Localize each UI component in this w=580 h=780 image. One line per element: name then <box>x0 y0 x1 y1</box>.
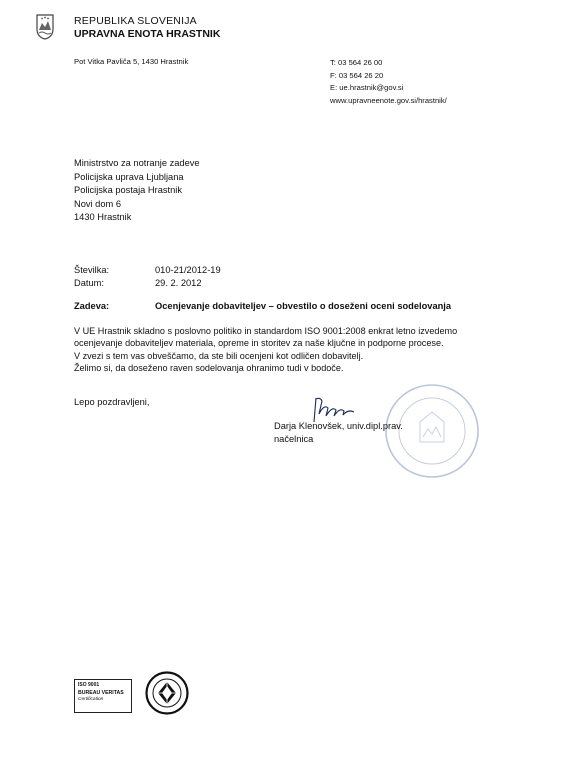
letterhead <box>74 15 220 40</box>
recipient-line: Ministrstvo za notranje zadeve <box>74 158 200 168</box>
phone-line: T: 03 564 26 00 <box>330 58 383 67</box>
reference-block <box>74 264 221 289</box>
country-name: REPUBLIKA SLOVENIJA <box>74 15 197 27</box>
bureau-veritas-logo <box>142 671 192 715</box>
certification-name: BUREAU VERITAS <box>78 690 124 696</box>
signer-title: načelnica <box>274 434 314 444</box>
letter-body <box>74 325 514 375</box>
closing-greeting: Lepo pozdravljeni, <box>74 397 150 407</box>
organization-name: UPRAVNA ENOTA HRASTNIK <box>74 28 221 40</box>
reference-number-value: 010-21/2012-19 <box>155 265 221 275</box>
date-label: Datum: <box>74 277 104 288</box>
recipient-line: 1430 Hrastnik <box>74 212 132 223</box>
body-line: Želimo si, da doseženo raven sodelovanja ohranimo tudi v bodoče. <box>74 363 344 374</box>
body-line: ocenjevanje dobaviteljev materiala, opreme in storitev za naše ključne in podporne procese. <box>74 338 444 349</box>
subject-text: Ocenjevanje dobaviteljev – obvestilo o doseženi oceni sodelovanja <box>155 301 452 311</box>
reference-number-row <box>74 264 221 277</box>
website-line: www.upravneenote.gov.si/hrastnik/ <box>330 95 447 105</box>
signer-block <box>274 420 403 446</box>
fax-line: F: 03 564 26 20 <box>330 70 384 80</box>
contact-block <box>330 57 447 107</box>
coat-of-arms-icon <box>36 14 54 40</box>
date-value: 29. 2. 2012 <box>155 277 202 288</box>
reference-number-label: Številka: <box>74 265 110 275</box>
certification-subtitle: Certification <box>78 697 104 702</box>
recipient-line: Policijska postaja Hrastnik <box>74 185 182 196</box>
sender-address: Pot Vitka Pavliča 5, 1430 Hrastnik <box>74 57 189 66</box>
signer-name: Darja Klenovšek, univ.dipl.prav. <box>274 421 403 431</box>
date-row <box>74 277 221 290</box>
body-line: V zvezi s tem vas obveščamo, da ste bili ocenjeni kot odličen dobavitelj. <box>74 350 364 361</box>
certification-standard: ISO 9001 <box>78 682 100 688</box>
recipient-address <box>74 157 200 225</box>
subject-label: Zadeva: <box>74 301 110 311</box>
subject-line <box>74 301 451 311</box>
email-line: E: ue.hrastnik@gov.si <box>330 83 404 92</box>
recipient-line: Policijska uprava Ljubljana <box>74 171 184 182</box>
certification-mark <box>74 671 192 715</box>
body-line: V UE Hrastnik skladno s poslovno politiko in standardom ISO 9001:2008 enkrat letno izvedemo <box>74 326 458 336</box>
recipient-line: Novi dom 6 <box>74 198 122 209</box>
